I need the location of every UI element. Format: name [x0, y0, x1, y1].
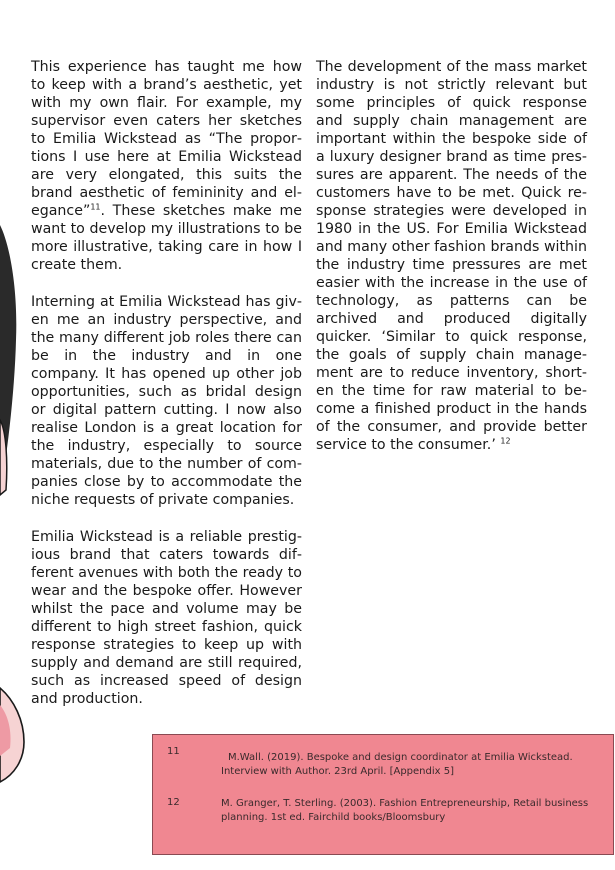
footnote-number: 11 [167, 746, 180, 757]
footnote-text: M. Granger, T. Sterling. (2003). Fashion Entrepreneurship, Retail business planning. 1st ed. Fairchild books/Bloomsbury [221, 798, 589, 823]
paragraph: Interning at Emilia Wickstead has given me an industry perspective, and the many different job roles there can be in the industry and in one company. It has opened up other job opportunities, such as bridal design or digital pattern cutting. I now also realise London is a great location for the industry, especially to source materials, due to the number of companies close by to accommodate the niche requests of private companies. [31, 294, 302, 508]
paragraph: Emilia Wickstead is a reliable prestigious brand that caters towards different avenues with both the ready to wear and the bespoke offer. However whilst the pace and volume may be different to high street fashion, quick response strategies to keep up with supply and demand are still required, such as increased speed of design and production. [31, 529, 302, 707]
text-column-left [31, 58, 302, 708]
footnotes-box [152, 734, 614, 855]
footnote-reference[interactable]: 12 [500, 436, 511, 446]
footnote-number: 12 [167, 797, 180, 808]
paragraph: This experience has taught me how to keep with a brand’s aesthetic, yet with my own flair. For example, my supervisor even caters her sketches to Emilia Wickstead as “The proportions I use here at Emilia Wickstead are very elongated, this suits the brand aesthetic of femininity and elegance”$^{11}$. These sketches make me want to develop my illustrations to be more illustrative, taking care in how I create them. [31, 59, 302, 273]
paragraph: The development of the mass market industry is not strictly relevant but some principles of quick response and supply chain management are important within the bespoke side of a luxury designer brand as time pressures are apparent. The needs of the customers have to be met. Quick response strategies were developed in 1980 in the US. For Emilia Wickstead and many other fashion brands within the industry time pressures are met easier with the increase in the use of technology, as patterns can be archived and produced digitally quicker. ‘Similar to quick response, the goals of supply chain management are to reduce inventory, shorten the time for raw material to become a finished product in the hands of the consumer, and provide better service to the consumer.’ $^{12}$ [316, 59, 587, 453]
text-column-right [316, 58, 587, 454]
footnote-reference[interactable]: 11 [90, 202, 101, 212]
footnote-text: M.Wall. (2019). Bespoke and design coordinator at Emilia Wickstead. Interview with Author. 23rd April. [Appendix 5] [221, 752, 573, 777]
